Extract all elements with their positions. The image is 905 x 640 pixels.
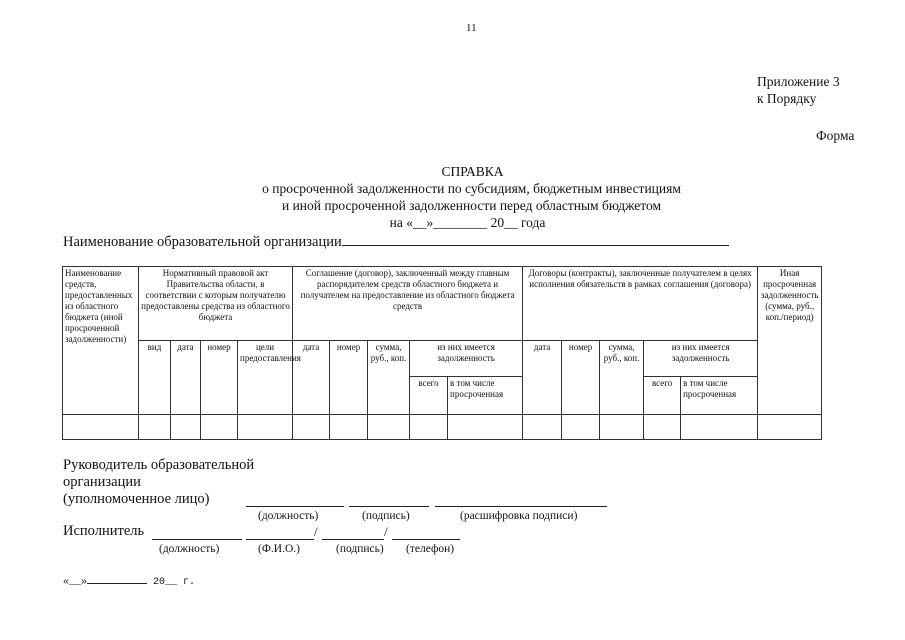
title-line-2: и иной просроченной задолженности перед областным бюджетом — [281, 198, 662, 213]
title-line-1: о просроченной задолженности по субсидиям, бюджетным инвестициям — [262, 181, 681, 196]
separator-slash: / — [384, 524, 388, 539]
date-day: «__» — [63, 577, 88, 588]
caption-signature: (подпись) — [362, 510, 410, 522]
contract-debt-total: всего — [644, 376, 681, 414]
table-cell[interactable] — [171, 414, 201, 439]
header-legal-act: Нормативный правовой акт Правительства области, в соответствии с которым получателю предоставлены средства из областного бюджета — [139, 267, 293, 341]
caption-decoding: (расшифровка подписи) — [460, 510, 578, 522]
title-date: на «__»________ 20__ года — [389, 215, 546, 230]
table-cell[interactable] — [201, 414, 238, 439]
table-row — [63, 414, 822, 439]
header-agreement: Соглашение (договор), заключенный между главным распорядителем средств областного бюджета и получателем на предоставление из областного бюджета средств — [293, 267, 523, 341]
date-month-blank[interactable] — [87, 573, 147, 584]
date-year: 20__ г. — [153, 577, 196, 588]
agreement-sum: сумма, руб., коп. — [368, 341, 410, 414]
table-cell[interactable] — [758, 414, 822, 439]
org-name-blank[interactable] — [342, 231, 729, 246]
table-cell[interactable] — [600, 414, 644, 439]
table-cell[interactable] — [410, 414, 448, 439]
header-funds-name: Наименование средств, предоставленных из областного бюджета (иной просроченной задолженности) — [63, 267, 139, 415]
exec-signature-blank[interactable] — [322, 539, 384, 540]
exec-caption-signature: (подпись) — [336, 543, 384, 555]
caption-position: (должность) — [258, 510, 319, 522]
agreement-debt-total: всего — [410, 376, 448, 414]
agreement-debt-overdue: в том числе просроченная — [448, 376, 523, 414]
form-label: Форма — [816, 128, 855, 143]
signature-date[interactable] — [63, 573, 195, 588]
table-cell[interactable] — [238, 414, 293, 439]
table-cell[interactable] — [293, 414, 330, 439]
head-signature-label — [63, 457, 254, 508]
agreement-number: номер — [330, 341, 368, 414]
executor-label: Исполнитель — [63, 523, 145, 539]
header-other-debt: Иная просроченная задолженность (сумма, руб., коп./период) — [758, 267, 822, 415]
header-contracts: Договоры (контракты), заключенные получателем в целях исполнения обязательств в рамках соглашения (договора) — [523, 267, 758, 341]
act-date: дата — [171, 341, 201, 414]
contract-date: дата — [523, 341, 562, 414]
table-cell[interactable] — [681, 414, 758, 439]
org-name-label: Наименование образовательной организации — [63, 234, 342, 250]
appendix-line-1: Приложение 3 — [757, 74, 840, 89]
act-purpose: цели предоставления — [238, 341, 293, 414]
table-cell[interactable] — [562, 414, 600, 439]
agreement-date: дата — [293, 341, 330, 414]
separator-slash: / — [314, 524, 318, 539]
table-cell[interactable] — [139, 414, 171, 439]
table-cell[interactable] — [523, 414, 562, 439]
page-number: 11 — [466, 22, 477, 34]
appendix-header — [757, 73, 840, 107]
head-decoding-blank[interactable] — [435, 506, 607, 507]
act-kind: вид — [139, 341, 171, 414]
exec-position-blank[interactable] — [152, 539, 242, 540]
contract-sum: сумма, руб., коп. — [600, 341, 644, 414]
exec-caption-name: (Ф.И.О.) — [258, 543, 300, 555]
table-cell[interactable] — [330, 414, 368, 439]
exec-caption-position: (должность) — [159, 543, 220, 555]
head-line-2: организации — [63, 474, 141, 490]
head-line-1: Руководитель образовательной — [63, 457, 255, 473]
document-title — [0, 163, 905, 231]
table-cell[interactable] — [448, 414, 523, 439]
contract-debt: из них имеется задолженность — [644, 341, 758, 376]
debt-table — [62, 266, 822, 440]
table-cell[interactable] — [63, 414, 139, 439]
agreement-debt: из них имеется задолженность — [410, 341, 523, 376]
contract-number: номер — [562, 341, 600, 414]
exec-name-blank[interactable] — [246, 539, 314, 540]
exec-caption-phone: (телефон) — [406, 543, 455, 555]
head-line-3: (уполномоченное лицо) — [63, 491, 210, 507]
org-name-field[interactable] — [63, 231, 729, 251]
head-signature-blank[interactable] — [349, 506, 429, 507]
head-position-blank[interactable] — [246, 506, 344, 507]
act-number: номер — [201, 341, 238, 414]
table-cell[interactable] — [368, 414, 410, 439]
contract-debt-overdue: в том числе просроченная — [681, 376, 758, 414]
appendix-line-2: к Порядку — [757, 91, 817, 106]
table-cell[interactable] — [644, 414, 681, 439]
title-main: СПРАВКА — [441, 164, 504, 179]
exec-phone-blank[interactable] — [392, 539, 460, 540]
